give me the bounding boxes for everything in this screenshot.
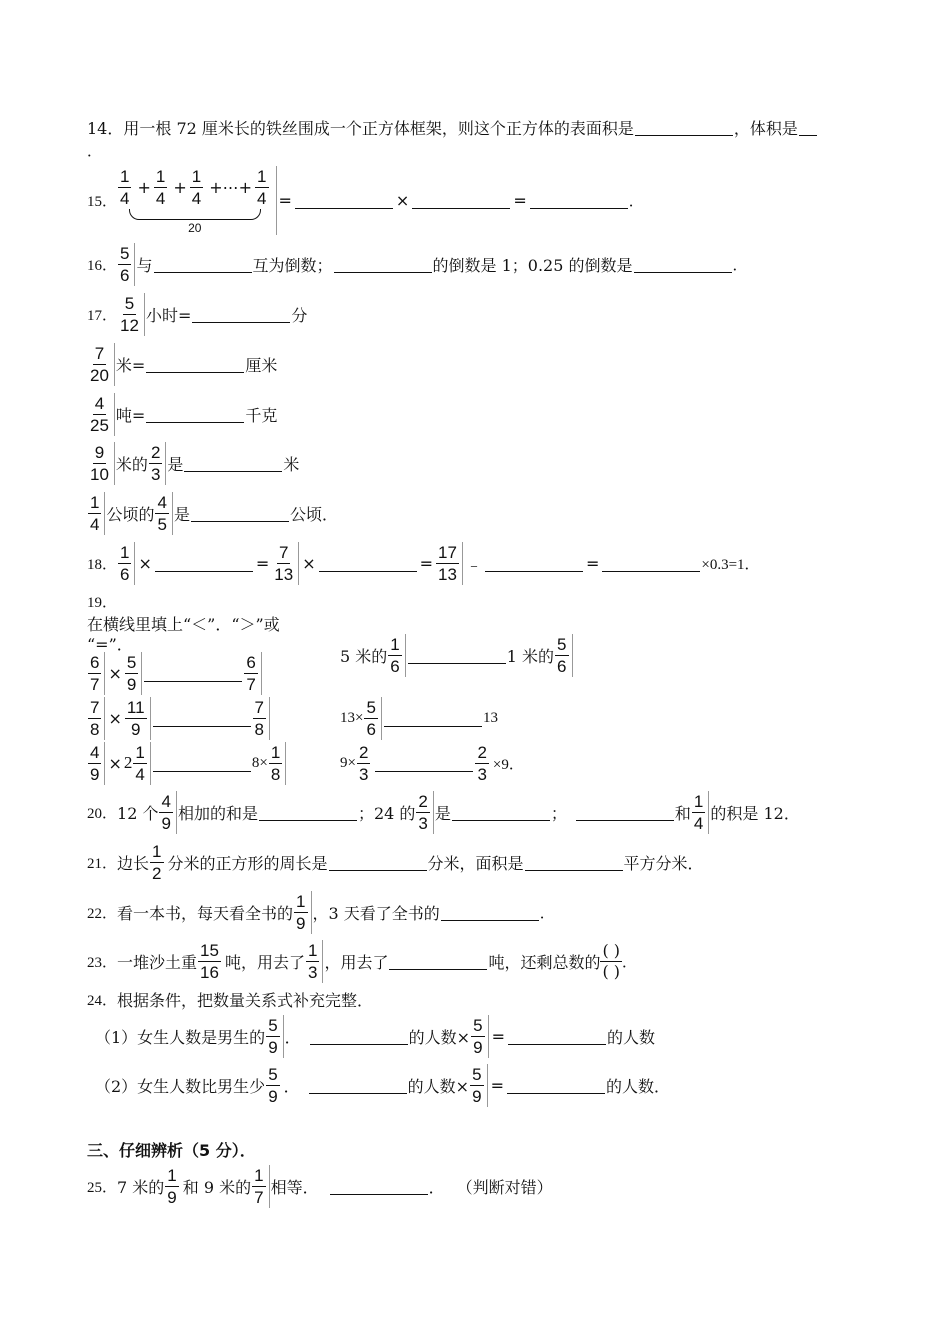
q15-sum-expression bbox=[117, 166, 277, 235]
q24s2-frac-2: $\frac{5}{9}$ bbox=[470, 1064, 487, 1107]
q19-item-e bbox=[340, 695, 498, 741]
q14-cont-text: ． bbox=[87, 141, 103, 160]
q24-sub-1 bbox=[95, 1013, 655, 1059]
q19f-text2: ×9． bbox=[492, 756, 524, 773]
q17-r5-unit: 公顷． bbox=[289, 504, 338, 524]
q21-blank-2[interactable] bbox=[525, 854, 623, 871]
q17-r3-frac: $\frac{4}{25}$ bbox=[88, 393, 115, 436]
q20-text3: ；24 的 bbox=[357, 803, 416, 823]
q19c-frac-2: $\frac{1}{4}$ bbox=[133, 742, 150, 785]
q24s2-blank-2[interactable] bbox=[507, 1077, 605, 1094]
q24s2-text2: ． bbox=[283, 1076, 300, 1096]
q24s2-eq: = bbox=[490, 1075, 504, 1095]
q19a-frac-1: $\frac{6}{7}$ bbox=[88, 652, 105, 695]
q15-blank-3[interactable] bbox=[530, 192, 628, 209]
q20-text1: 12 个 bbox=[117, 803, 159, 823]
q19-instr1: 在横线里填上“＜”．“＞”或 bbox=[87, 614, 280, 634]
q20-blank-3[interactable] bbox=[576, 804, 674, 821]
q20-text2: 相加的和是 bbox=[177, 803, 258, 823]
q24s1-text2: ． bbox=[284, 1027, 301, 1047]
q14-blank-volume[interactable] bbox=[799, 119, 817, 136]
question-14 bbox=[87, 104, 818, 150]
q17-no: 17． bbox=[87, 307, 118, 324]
q17-r4-text: 米的 bbox=[115, 454, 148, 474]
q17-r5-text: 公顷的 bbox=[106, 504, 155, 524]
q21-frac: $\frac{1}{2}$ bbox=[152, 841, 162, 883]
q19e-frac: $\frac{5}{6}$ bbox=[364, 697, 381, 740]
q17-r4-text2: 是 bbox=[167, 454, 184, 474]
q16-blank-1[interactable] bbox=[154, 256, 252, 273]
q23-end: ． bbox=[622, 952, 638, 971]
q15-no: 15． bbox=[87, 193, 118, 210]
q18-times-1: × bbox=[138, 553, 152, 573]
q17-r2-blank[interactable] bbox=[146, 356, 244, 373]
q22-text2: ，3 天看了全书的 bbox=[312, 903, 440, 923]
q15-frac-3: $\frac{1}{4}$ bbox=[191, 166, 202, 208]
q19a-times: × bbox=[108, 663, 122, 683]
q15-eq: = bbox=[278, 190, 292, 210]
q16-frac: $\frac{5}{6}$ bbox=[118, 243, 135, 286]
q19b-frac-3: $\frac{7}{8}$ bbox=[253, 697, 270, 740]
q19-item-f bbox=[340, 740, 524, 786]
q19d-text1: 5 米的 bbox=[340, 646, 388, 666]
q15-blank-2[interactable] bbox=[412, 192, 510, 209]
q16-blank-3[interactable] bbox=[634, 256, 732, 273]
q19-item-d bbox=[340, 632, 574, 678]
q19d-text2: 1 米的 bbox=[506, 646, 555, 666]
q22-text1: 看一本书，每天看全书的 bbox=[117, 903, 294, 923]
q24-sub-2 bbox=[95, 1062, 670, 1108]
q15-plus-1: + bbox=[137, 177, 151, 197]
q25-text2: 和 9 米的 bbox=[182, 1177, 252, 1197]
q19a-blank[interactable] bbox=[144, 665, 242, 682]
q20-text4: 是 bbox=[434, 803, 451, 823]
q25-frac-1: $\frac{1}{9}$ bbox=[167, 1165, 177, 1207]
q19c-pre: 8× bbox=[251, 754, 268, 771]
q24s2-text1: （2）女生人数比男生少 bbox=[95, 1076, 266, 1096]
q16-end: ． bbox=[732, 255, 748, 274]
q19-instr2: “=”． bbox=[87, 634, 133, 654]
q15-frac-2: $\frac{1}{4}$ bbox=[155, 166, 166, 208]
q24s1-eq: = bbox=[491, 1026, 505, 1046]
q21-no: 21． bbox=[87, 855, 118, 872]
q20-text6: 和 bbox=[674, 803, 691, 823]
q16-text1: 与 bbox=[136, 255, 153, 275]
q24s2-text3: 的人数× bbox=[407, 1076, 470, 1096]
q17-r3-blank[interactable] bbox=[146, 406, 244, 423]
q20-no: 20． bbox=[87, 805, 118, 822]
question-17-row-2 bbox=[87, 341, 277, 387]
q14-text2: ，体积是 bbox=[733, 118, 798, 138]
q21-text1: 边长 bbox=[117, 853, 150, 873]
q15-underbrace bbox=[129, 209, 261, 220]
q23-paren-fraction[interactable]: ( ) ( ) bbox=[602, 940, 621, 981]
q19f-frac-1: $\frac{2}{3}$ bbox=[358, 742, 369, 784]
question-19-no bbox=[87, 590, 117, 612]
q15-brace-label: 20 bbox=[188, 220, 202, 235]
q17-r4-unit: 米 bbox=[283, 454, 300, 474]
q18-blank-4[interactable] bbox=[602, 555, 700, 572]
q15-plus-2: + bbox=[173, 177, 187, 197]
q19b-times: × bbox=[108, 708, 122, 728]
q17-r4-frac-1: $\frac{9}{10}$ bbox=[88, 442, 115, 485]
q24s2-blank-1[interactable] bbox=[309, 1077, 407, 1094]
q18-times-2: × bbox=[302, 553, 316, 573]
q24s1-frac-2: $\frac{5}{9}$ bbox=[471, 1015, 488, 1058]
q15-eq2: = bbox=[513, 190, 527, 210]
q25-blank[interactable] bbox=[330, 1178, 428, 1195]
question-24 bbox=[87, 986, 373, 1012]
q20-frac-2: $\frac{2}{3}$ bbox=[416, 791, 433, 834]
q20-frac-3: $\frac{1}{4}$ bbox=[692, 791, 709, 834]
q22-no: 22． bbox=[87, 905, 118, 922]
q25-no: 25． bbox=[87, 1179, 118, 1196]
q19c-blank[interactable] bbox=[153, 755, 251, 772]
q17-r1-unit: 分 bbox=[291, 305, 308, 325]
q19b-frac-2: $\frac{11}{9}$ bbox=[125, 697, 151, 740]
q17-r3-unit: 千克 bbox=[245, 405, 278, 425]
q16-text3: 的倒数是 1；0.25 的倒数是 bbox=[432, 255, 633, 275]
q17-r5-blank[interactable] bbox=[191, 505, 289, 522]
q22-blank[interactable] bbox=[441, 904, 539, 921]
q23-text2: 吨，用去了 bbox=[224, 952, 305, 972]
q17-r1-text: 小时= bbox=[145, 305, 192, 325]
section-3-title: 三、仔细辨析（5 分）． bbox=[87, 1140, 256, 1160]
q21-text2: 分米的正方形的周长是 bbox=[167, 853, 328, 873]
q22-end: ． bbox=[539, 903, 555, 922]
q25-text3: 相等． bbox=[270, 1177, 319, 1197]
q24-no: 24． bbox=[87, 992, 118, 1009]
q25-text4: ． bbox=[428, 1177, 445, 1197]
q18-tail: ×0.3=1． bbox=[701, 556, 760, 573]
question-21 bbox=[87, 839, 704, 885]
q16-text2: 互为倒数； bbox=[252, 255, 333, 275]
q19e-text1: 13× bbox=[340, 709, 364, 726]
q18-minus: ﹣ bbox=[465, 554, 482, 574]
q19b-blank[interactable] bbox=[153, 710, 251, 727]
q16-blank-2[interactable] bbox=[334, 256, 432, 273]
q18-no: 18． bbox=[87, 556, 118, 573]
q15-end: ． bbox=[628, 191, 644, 210]
q17-r4-frac-2: $\frac{2}{3}$ bbox=[149, 442, 166, 485]
q14-text: 14．用一根 72 厘米长的铁丝围成一个正方体框架，则这个正方体的表面积是 bbox=[87, 118, 634, 138]
q17-r4-blank[interactable] bbox=[184, 455, 282, 472]
q19c-times: × bbox=[108, 753, 122, 773]
q25-text5: （判断对错） bbox=[456, 1177, 553, 1197]
q17-r3-text: 吨= bbox=[115, 405, 146, 425]
q23-no: 23． bbox=[87, 954, 118, 971]
q25-text1: 7 米的 bbox=[117, 1177, 165, 1197]
q24s1-frac: $\frac{5}{9}$ bbox=[266, 1015, 283, 1058]
q15-dots: +⋯+ bbox=[209, 177, 253, 197]
q14-cont bbox=[87, 140, 102, 160]
question-17-row-3 bbox=[87, 391, 277, 437]
q21-text4: 平方分米． bbox=[623, 853, 704, 873]
question-17-row-5 bbox=[87, 490, 338, 536]
q15-frac-4: $\frac{1}{4}$ bbox=[257, 166, 267, 208]
section-3-heading bbox=[87, 1136, 256, 1162]
q19-item-b bbox=[87, 695, 271, 741]
q24-title: 根据条件，把数量关系式补充完整． bbox=[117, 990, 374, 1010]
q23-frac-2: $\frac{1}{3}$ bbox=[306, 940, 323, 983]
q22-frac: $\frac{1}{9}$ bbox=[294, 891, 311, 934]
q23-text4: 吨，还剩总数的 bbox=[488, 952, 601, 972]
q18-frac-c: $\frac{17}{13}$ bbox=[436, 542, 463, 585]
q24s1-text1: （1）女生人数是男生的 bbox=[95, 1027, 266, 1047]
q18-frac-b: $\frac{7}{13}$ bbox=[272, 542, 299, 585]
q18-blank-2[interactable] bbox=[319, 555, 417, 572]
q19-no: 19． bbox=[87, 594, 118, 611]
q18-blank-3[interactable] bbox=[485, 555, 583, 572]
q18-eq-3: = bbox=[585, 553, 600, 573]
q19f-frac-2: $\frac{2}{3}$ bbox=[477, 742, 487, 784]
q18-blank-1[interactable] bbox=[155, 555, 253, 572]
q15-times: × bbox=[395, 190, 410, 210]
q19d-frac-1: $\frac{1}{6}$ bbox=[388, 634, 405, 677]
q19c-frac-1: $\frac{4}{9}$ bbox=[88, 742, 105, 785]
q17-r5-frac-1: $\frac{1}{4}$ bbox=[88, 492, 105, 535]
q20-blank-1[interactable] bbox=[259, 804, 357, 821]
q17-r1-blank[interactable] bbox=[192, 306, 290, 323]
q17-r2-frac: $\frac{7}{20}$ bbox=[88, 343, 115, 386]
question-15 bbox=[87, 165, 644, 235]
q19c-frac-3: $\frac{1}{8}$ bbox=[269, 742, 286, 785]
q24s1-text3: 的人数× bbox=[408, 1027, 471, 1047]
q25-frac-2: $\frac{1}{7}$ bbox=[252, 1165, 269, 1208]
q24s2-text5: 的人数． bbox=[605, 1076, 670, 1096]
question-16 bbox=[87, 241, 748, 287]
q24s1-blank-1[interactable] bbox=[310, 1028, 408, 1045]
q19a-frac-2: $\frac{5}{9}$ bbox=[125, 652, 142, 695]
q24s1-text5: 的人数 bbox=[606, 1027, 655, 1047]
q24s1-blank-2[interactable] bbox=[508, 1028, 606, 1045]
question-23 bbox=[87, 938, 637, 984]
q17-r1-frac: $\frac{5}{12}$ bbox=[118, 293, 145, 336]
question-17-row-4 bbox=[87, 440, 299, 486]
question-17-row-1 bbox=[87, 291, 307, 337]
q14-blank-area[interactable] bbox=[635, 119, 733, 136]
q19e-text2: 13 bbox=[482, 709, 498, 726]
q20-text7: 的积是 12． bbox=[710, 803, 800, 823]
question-18 bbox=[87, 540, 760, 586]
q19-item-c bbox=[87, 740, 287, 786]
q19b-frac-1: $\frac{7}{8}$ bbox=[88, 697, 105, 740]
q15-blank-1[interactable] bbox=[295, 192, 393, 209]
q19f-text1: 9× bbox=[340, 754, 356, 771]
q17-r5-frac-2: $\frac{4}{5}$ bbox=[155, 492, 172, 535]
q21-text3: 分米，面积是 bbox=[427, 853, 524, 873]
q23-frac-1: $\frac{15}{16}$ bbox=[200, 940, 219, 982]
q21-blank-1[interactable] bbox=[329, 854, 427, 871]
question-25 bbox=[87, 1163, 553, 1209]
q18-eq-1: = bbox=[255, 553, 270, 573]
q17-r5-text2: 是 bbox=[173, 504, 190, 524]
q24s2-frac: $\frac{5}{9}$ bbox=[268, 1064, 278, 1106]
q20-blank-2[interactable] bbox=[452, 804, 550, 821]
q23-text1: 一堆沙土重 bbox=[117, 952, 198, 972]
question-20 bbox=[87, 789, 800, 835]
q18-eq-2: = bbox=[419, 553, 434, 573]
q20-frac-1: $\frac{4}{9}$ bbox=[159, 791, 176, 834]
q15-frac-1: $\frac{1}{4}$ bbox=[120, 166, 130, 208]
q16-no: 16． bbox=[87, 257, 118, 274]
question-22 bbox=[87, 889, 555, 935]
q19-item-a bbox=[87, 650, 263, 696]
q20-text5: ； bbox=[550, 803, 567, 823]
q18-frac-a: $\frac{1}{6}$ bbox=[118, 542, 135, 585]
q17-r2-text: 米= bbox=[115, 355, 146, 375]
q19d-frac-2: $\frac{5}{6}$ bbox=[555, 634, 572, 677]
q19c-whole: 2 bbox=[123, 753, 133, 772]
q23-text3: ，用去了 bbox=[324, 952, 389, 972]
q19f-blank[interactable] bbox=[375, 755, 473, 772]
q19d-blank[interactable] bbox=[408, 647, 506, 664]
q19e-blank[interactable] bbox=[384, 710, 482, 727]
q23-blank[interactable] bbox=[389, 953, 487, 970]
q17-r2-unit: 厘米 bbox=[245, 355, 278, 375]
q19a-frac-3: $\frac{6}{7}$ bbox=[244, 652, 261, 695]
